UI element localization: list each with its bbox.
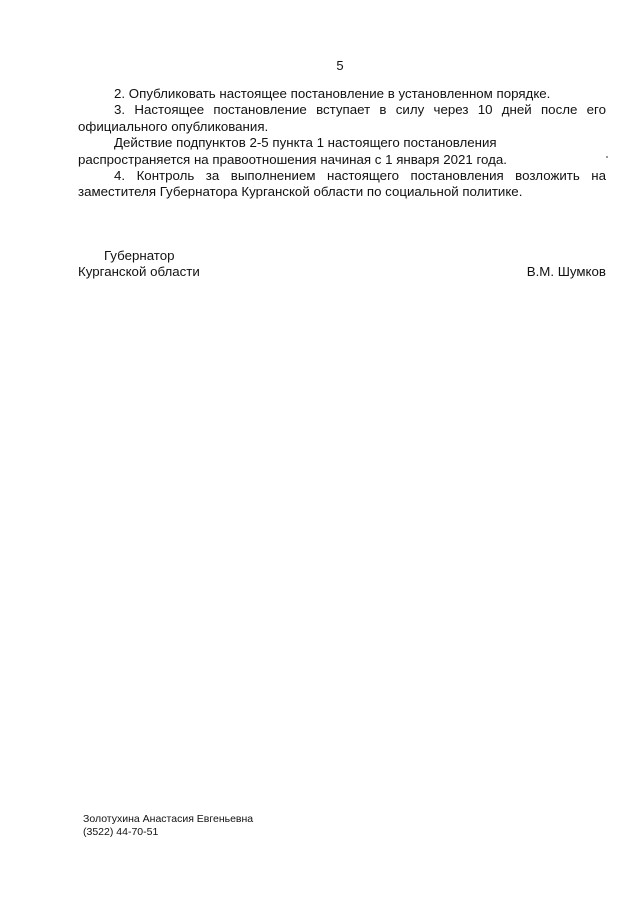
executor-block: [83, 813, 253, 839]
document-body: [78, 86, 606, 201]
signature-block: [78, 248, 606, 281]
executor-phone: (3522) 44-70-51: [83, 826, 159, 838]
paragraph-item-2: 2. Опубликовать настоящее постановление в установленном порядке.: [114, 86, 551, 101]
paragraph-item-3: 3. Настоящее постановление вступает в силу через 10 дней после его официального опубликования.: [78, 102, 606, 134]
paragraph-item-4: 4. Контроль за выполнением настоящего постановления возложить на заместителя Губернатора Курганской области по социальной политике.: [78, 168, 606, 200]
signature-row: [78, 264, 606, 280]
signatory-title-line2: Курганской области: [78, 264, 200, 280]
paragraph-action-line: Действие подпунктов 2-5 пункта 1 настоящего постановления: [114, 135, 497, 151]
executor-name: Золотухина Анастасия Евгеньевна: [83, 813, 254, 825]
scan-artifact-dot: [606, 156, 608, 158]
page-number: 5: [336, 58, 344, 73]
paragraph-action-continuation: распространяется на правоотношения начиная с 1 января 2021 года.: [78, 151, 507, 167]
signatory-name: В.М. Шумков: [526, 264, 606, 280]
signatory-title-line1: Губернатор: [104, 248, 175, 263]
